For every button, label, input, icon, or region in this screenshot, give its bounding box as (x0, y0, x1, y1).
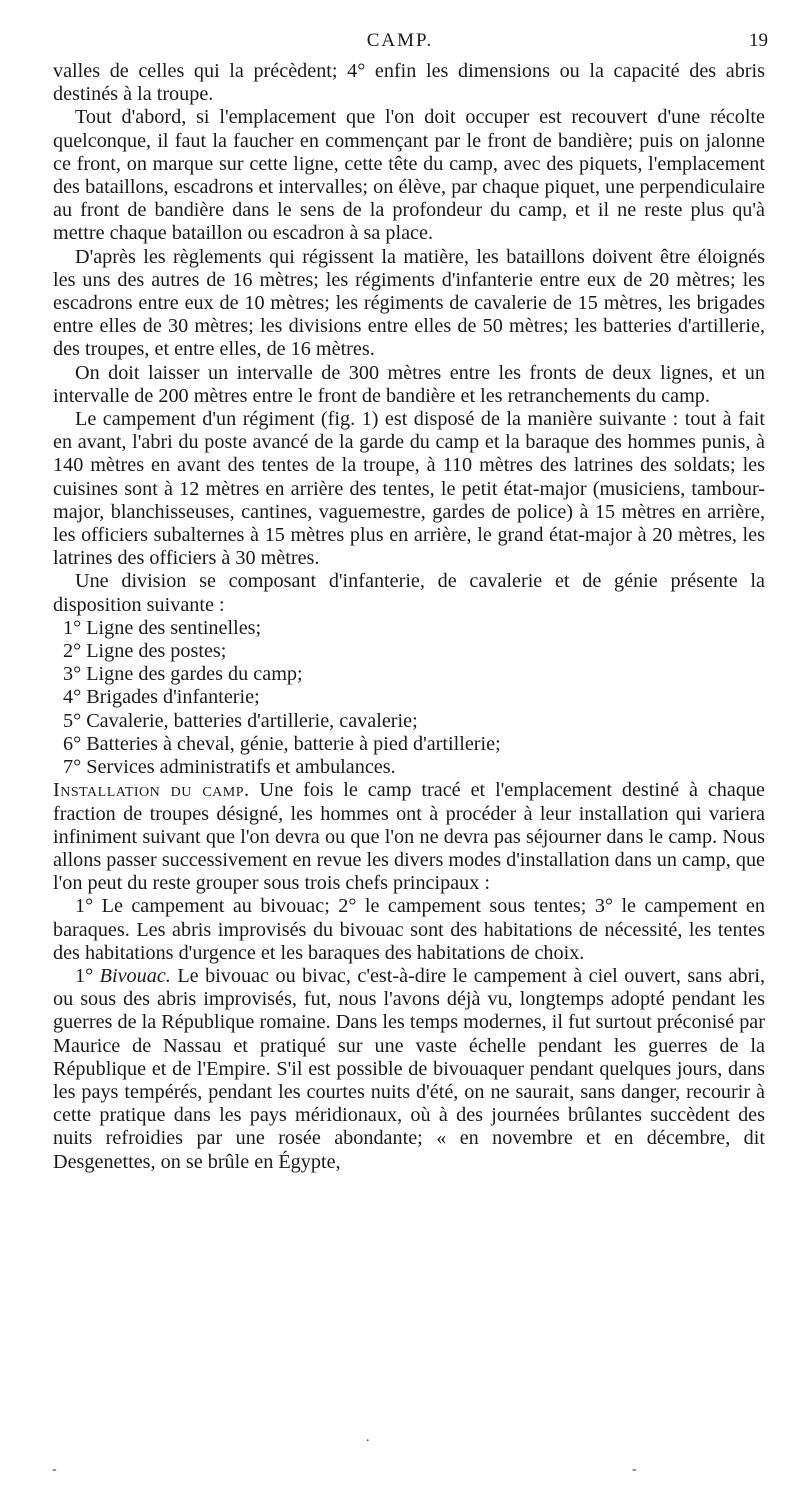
installation-text: Une fois le camp tracé et l'emplacement destiné à chaque fraction de troupes désigné, les hommes ont à procéder à leur installation qui variera infiniment suivant que l'on devra ou que l'on ne devra pas séjourner dans le camp. Nous allons passer successivement en revue les divers modes d'installation dans un camp, que l'on peut du reste grouper sous trois chefs principaux : (53, 779, 766, 895)
scan-mark: . (366, 1430, 370, 1445)
paragraph-intervals: On doit laisser un intervalle de 300 mètres entre les fronts de deux lignes, et un intervalle de 200 mètres entre le front de bandière et les retranchements du camp. (53, 361, 765, 407)
scan-mark: - (52, 1462, 57, 1477)
list-item: 7° Services administratifs et ambulances. (63, 756, 396, 779)
paragraph-regulations: D'après les règlements qui régissent la matière, les bataillons doivent être éloignés les uns des autres de 16 mètres; les régiments d'infanterie entre eux de 20 mètres; les escadrons entre eux de 10 mètres; les régiments de cavalerie de 15 mètres, les brigades entre elles de 30 mètres; les divisions entre elles de 50 mètres; les batteries d'artillerie, des troupes, et entre elles, de 16 mètres. (53, 245, 765, 361)
list-item: 5° Cavalerie, batteries d'artillerie, cavalerie; (63, 709, 418, 732)
paragraph-division: Une division se composant d'infanterie, de cavalerie et de génie présente la disposition suivante : (53, 570, 765, 616)
page-header (0, 30, 800, 56)
list-item: 6° Batteries à cheval, génie, batterie à pied d'artillerie; (63, 732, 501, 755)
paragraph-modes: 1° Le campement au bivouac; 2° le campement sous tentes; 3° le campement en baraques. Les abris improvisés du bivouac sont des habitations de nécessité, les tentes des habitations d'urgence et les baraques des habitations de choix. (53, 895, 765, 964)
paragraph-continuation: valles de celles qui la précèdent; 4° enfin les dimensions ou la capacité des abris destinés à la troupe. (53, 60, 765, 106)
list-item: 3° Ligne des gardes du camp; (63, 663, 303, 686)
body-text (53, 60, 765, 1174)
paragraph-installation (53, 779, 765, 895)
page-number: 19 (749, 30, 768, 51)
paragraph-regiment: Le campement d'un régiment (fig. 1) est disposé de la manière suivante : tout à fait en avant, l'abri du poste avancé de la garde du camp et la baraque des hommes punis, à 140 mètres en avant des tentes de la troupe, à 110 mètres des latrines des soldats; les cuisines sont à 12 mètres en arrière des tentes, le petit état-major (musiciens, tambour-major, blanchisseuses, cantines, vaguemestre, gardes de police) à 15 mètres en arrière, les officiers subalternes à 15 mètres plus en arrière, le grand état-major à 20 mètres, les latrines des officiers à 30 mètres. (53, 408, 765, 570)
running-title: CAMP. (366, 30, 434, 51)
installation-heading: Installation du camp. (53, 779, 250, 802)
division-list (53, 617, 765, 779)
scan-mark: - (632, 1462, 637, 1477)
bivouac-text: Le bivouac ou bivac, c'est-à-dire le campement à ciel ouvert, sans abri, ou sous des abris improvisés, fut, nous l'avons déjà vu, longtemps adopté pendant les guerres de la République romaine. Dans les temps modernes, il fut surtout préconisé par Maurice de Nassau et pratiqué sur une vaste échelle pendant les guerres de la République et de l'Empire. S'il est possible de bivouaquer pendant quelques jours, dans les pays tempérés, pendant les courtes nuits d'été, on ne saurait, sans danger, recourir à cette pratique dans les pays méridionaux, où à des journées brûlantes succèdent des nuits refroidies par une rosée abondante; « en novembre et en décembre, dit Desgenettes, on se brûle en Égypte, (53, 964, 766, 1173)
paragraph-layout: Tout d'abord, si l'emplacement que l'on doit occuper est recouvert d'une récolte quelconque, il faut la faucher en commençant par le front de bandière; puis on jalonne ce front, on marque sur cette ligne, cette tête du camp, avec des piquets, l'emplacement des bataillons, escadrons et intervalles; on élève, par chaque piquet, une perpendiculaire au front de bandière dans le sens de la profondeur du camp, et il ne reste plus qu'à mettre chaque bataillon ou escadron à sa place. (53, 106, 765, 245)
list-item: 2° Ligne des postes; (63, 640, 227, 663)
bivouac-heading: Bivouac. (99, 964, 171, 987)
bivouac-number: 1° (75, 964, 94, 987)
paragraph-bivouac (53, 965, 765, 1174)
list-item: 1° Ligne des sentinelles; (63, 616, 262, 639)
list-item: 4° Brigades d'infanterie; (63, 686, 260, 709)
